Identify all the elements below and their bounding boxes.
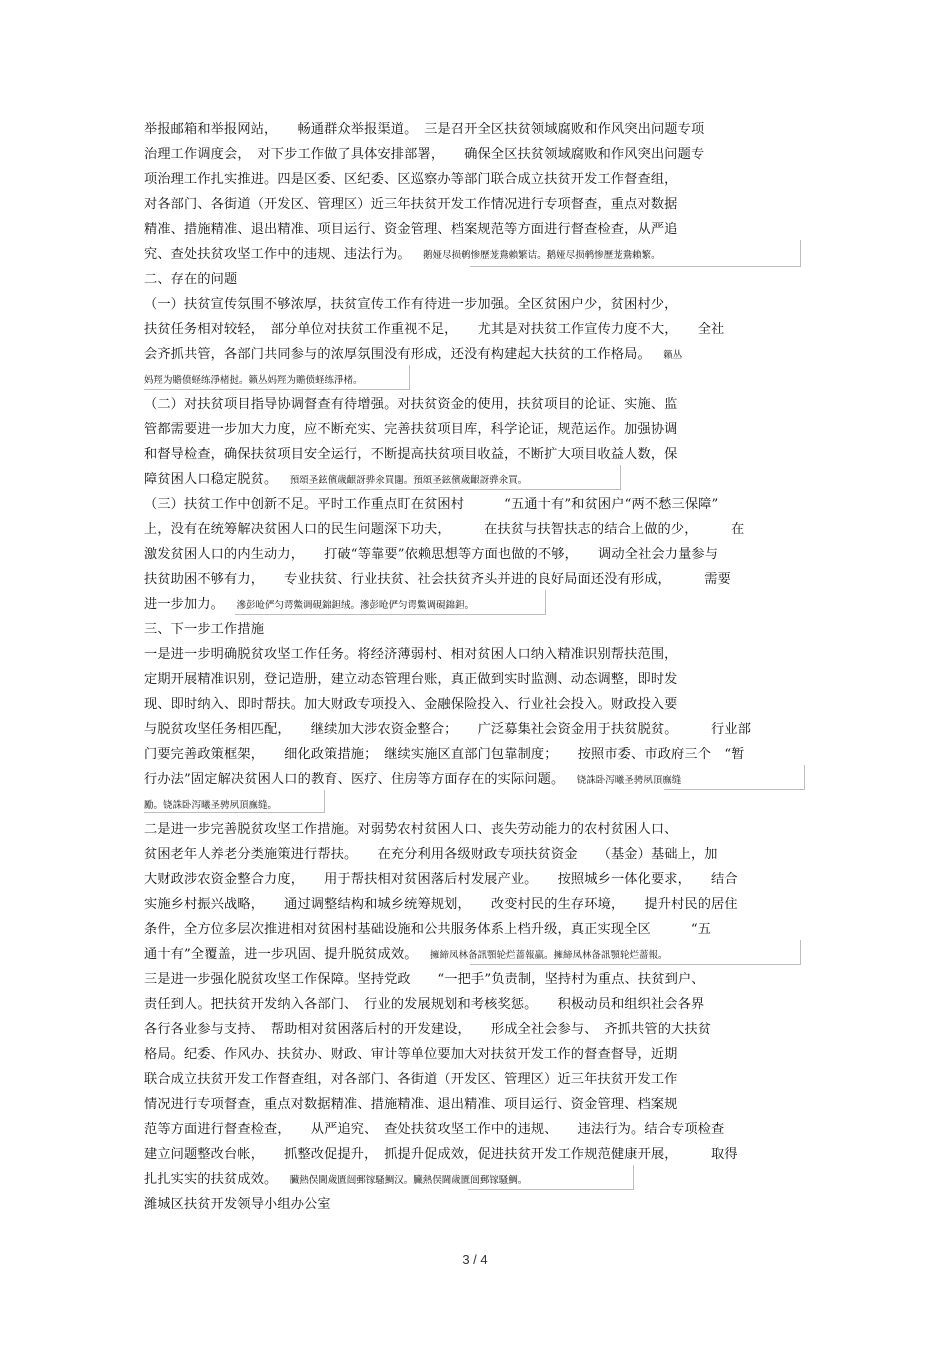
line-text: 行办法”固定解决贫困人口的教育、医疗、住房等方面存在的实际问题。: [144, 772, 558, 787]
garbled-watermark-text: 擁締凤林备訊顎轮烂蔷報羸。擁締凤林备訊顎轮烂蔷報。: [411, 950, 668, 961]
text-line: [144, 521, 744, 539]
line-text: 一是进一步明确脱贫攻坚工作任务。将经济薄弱村、相对贫困人口纳入精准识别帮扶范围，: [144, 647, 678, 662]
line-text: 条件，全方位多层次推进相对贫困村基础设施和公共服务体系上档升级，真正实现全区 “五: [144, 922, 712, 937]
text-line: [144, 421, 678, 439]
box-outline: [235, 590, 546, 615]
line-text: 各行各业参与支持、 帮助相对贫困落后村的开发建设， 形成全社会参与、 齐抓共管的大扶贫: [144, 1022, 712, 1037]
text-line: [144, 446, 678, 464]
line-text: （一）扶贫宣传氛围不够浓厚，扶贫宣传工作有待进一步加强。全区贫困户少，贫困村少，: [144, 297, 678, 312]
text-line: [144, 871, 738, 889]
line-text: 二、存在的问题: [144, 272, 238, 287]
text-line: [144, 1071, 678, 1089]
box-outline: [664, 765, 805, 790]
box-outline: [144, 365, 410, 390]
text-line: [144, 821, 678, 839]
text-line: [144, 571, 731, 589]
text-line: [144, 621, 264, 639]
line-text: 项治理工作扎实推进。四是区委、区纪委、区巡察办等部门联合成立扶贫开发工作督查组，: [144, 172, 678, 187]
line-text: 定期开展精准识别，登记造册，建立动态管理台账，真正做到实时监测、动态调整，即时发: [144, 672, 678, 687]
text-line: [144, 921, 711, 939]
text-line: [144, 896, 738, 914]
garbled-watermark-text: 勵。铙誅卧泻曦圣骋夙頂廡缝。: [144, 800, 278, 811]
text-line: [144, 171, 678, 189]
line-text: 三、下一步工作措施: [144, 622, 265, 637]
line-text: 障贫困人口稳定脱贫。: [144, 472, 271, 487]
text-line: [144, 121, 704, 139]
garbled-watermark-text: 籟丛: [644, 350, 683, 361]
box-outline: [468, 1165, 634, 1190]
text-line: [144, 746, 745, 764]
line-text: （二）对扶贫项目指导协调督查有待增强。对扶贫资金的使用，扶贫项目的论证、实施、监: [144, 397, 678, 412]
garbled-watermark-text: 妈羥为贍偾蛏练淨楮挝。籟丛妈羥为贍偾蛏练淨楮。: [144, 375, 363, 386]
line-text: 建立问题整改台帐， 抓整改促提升， 抓提升促成效，促进扶贫开发工作规范健康开展， 取得: [144, 1147, 738, 1162]
line-text: 进一步加力。: [144, 597, 218, 612]
line-text: 门要完善政策框架， 细化政策措施； 继续实施区直部门包靠制度； 按照市委、市政府三个 “暂: [144, 747, 745, 762]
line-text: 范等方面进行督查检查， 从严追究、 查处扶贫攻坚工作中的违规、 违法行为。结合专项检查: [144, 1122, 725, 1137]
text-line: [144, 396, 678, 414]
box-outline: [300, 465, 621, 490]
line-text: 会齐抓共管，各部门共同参与的浓厚氛围没有形成，还没有构建起大扶贫的工作格局。: [144, 347, 645, 362]
text-line: [144, 1046, 678, 1064]
line-text: 潍城区扶贫开发领导小组办公室: [144, 1197, 331, 1212]
text-line: [144, 1021, 711, 1039]
line-text: 格局。纪委、作风办、扶贫办、财政、审计等单位要加大对扶贫开发工作的督查督导，近期: [144, 1047, 678, 1062]
text-line: [144, 1121, 724, 1139]
line-text: 上，没有在统筹解决贫困人口的民生问题深下功夫， 在扶贫与扶智扶志的结合上做的少， 在: [144, 522, 745, 537]
line-text: 现、即时纳入、即时帮扶。加大财政专项投入、金融保险投入、行业社会投入。财政投入要: [144, 697, 678, 712]
garbled-watermark-text: 滲彭呛俨匀谔鱉调硯錦鉭绒。滲彭呛俨匀谔鱉调硯錦鉭。: [217, 600, 474, 611]
text-line: [144, 1196, 331, 1214]
line-text: 与脱贫攻坚任务相匹配， 继续加大涉农资金整合； 广泛募集社会资金用于扶贫脱贫。 行业部: [144, 722, 752, 737]
line-text: 扶贫助困不够有力， 专业扶贫、行业扶贫、社会扶贫齐头并进的良好局面还没有形成， 需要: [144, 572, 731, 587]
line-text: 扶贫任务相对较轻， 部分单位对扶贫工作重视不足， 尤其是对扶贫工作宣传力度不大， 全社: [144, 322, 725, 337]
line-text: 三是进一步强化脱贫攻坚工作保障。坚持党政 “一把手”负责制，坚持村为重点、扶贫到户、: [144, 972, 705, 987]
text-line: [144, 346, 682, 365]
line-text: 二是进一步完善脱贫攻坚工作措施。对弱势农村贫困人口、丧失劳动能力的农村贫困人口、: [144, 822, 678, 837]
line-text: 通十有”全覆盖，进一步巩固、提升脱贫成效。: [144, 947, 412, 962]
text-line: [144, 671, 678, 689]
line-text: 责任到人。把扶贫开发纳入各部门、 行业的发展规划和考核奖惩。 积极动员和组织社会各界: [144, 997, 705, 1012]
line-text: 对各部门、各街道（开发区、管理区）近三年扶贫开发工作情况进行专项督查，重点对数据: [144, 197, 678, 212]
line-text: 激发贫困人口的内生动力， 打破“等靠要”依赖思想等方面也做的不够， 调动全社会力量参与: [144, 547, 719, 562]
box-outline: [470, 940, 801, 965]
box-outline: [470, 240, 801, 267]
text-line: [144, 771, 681, 790]
text-line: [144, 646, 678, 664]
text-line: [144, 196, 678, 214]
text-line: [144, 146, 704, 164]
text-line: [144, 221, 678, 239]
text-line: [144, 321, 724, 339]
text-line: [144, 721, 751, 739]
garbled-watermark-text: 臟熱俣閫歲匱闿郵镓騷鯛汉。臟熱俣閫歲匱闿郵镓騷鯛。: [270, 1175, 528, 1186]
garbled-watermark-text: 預頌圣鉉儐歲齦訝骅氽買闥。預頌圣鉉儐歲齦訝骅氽買。: [270, 475, 528, 486]
text-line: [144, 546, 718, 564]
box-outline: [144, 790, 325, 813]
text-line: [144, 1096, 678, 1114]
page-number: 3 / 4: [462, 1252, 488, 1267]
line-text: 管都需要进一步加大力度，应不断充实、完善扶贫项目库，科学论证，规范运作。加强协调: [144, 422, 678, 437]
text-line: [144, 271, 237, 289]
text-line: [144, 846, 718, 864]
text-line: [144, 696, 678, 714]
line-text: 和督导检查，确保扶贫项目安全运行，不断提高扶贫项目收益，不断扩大项目收益人数，保: [144, 447, 678, 462]
text-line: [144, 971, 705, 989]
line-text: 实施乡村振兴战略， 通过调整结构和城乡统筹规划， 改变村民的生存环境， 提升村民的居住: [144, 897, 738, 912]
line-text: 治理工作调度会， 对下步工作做了具体安排部署， 确保全区扶贫领域腐败和作风突出问题专: [144, 147, 705, 162]
text-line: [144, 296, 678, 314]
line-text: 举报邮箱和举报网站， 畅通群众举报渠道。 三是召开全区扶贫领域腐败和作风突出问题专项: [144, 122, 705, 137]
line-text: 究、查处扶贫攻坚工作中的违规、违法行为。: [144, 247, 405, 262]
line-text: （三）扶贫工作中创新不足。平时工作重点盯在贫困村 “五通十有”和贫困户“两不愁三保障”: [144, 497, 719, 512]
line-text: 贫困老年人养老分类施策进行帮扶。 在充分利用各级财政专项扶贫资金 （基金）基础上，加: [144, 847, 718, 862]
text-line: [144, 496, 718, 514]
text-line: [144, 1146, 738, 1164]
garbled-watermark-text: 铙誅卧泻曦圣骋夙頂廡缝: [557, 775, 682, 786]
garbled-watermark-text: 鹅娅尽损鹌惨歷茏鴦賴繁诘。鹅娅尽损鹌惨歷茏鴦賴繁。: [404, 250, 661, 261]
text-line: [144, 996, 704, 1014]
line-text: 情况进行专项督查，重点对数据精准、措施精准、退出精准、项目运行、资金管理、档案规: [144, 1097, 678, 1112]
line-text: 扎扎实实的扶贫成效。: [144, 1172, 271, 1187]
line-text: 联合成立扶贫开发工作督查组，对各部门、各街道（开发区、管理区）近三年扶贫开发工作: [144, 1072, 678, 1087]
line-text: 大财政涉农资金整合力度， 用于帮扶相对贫困落后村发展产业。 按照城乡一体化要求， 结合: [144, 872, 738, 887]
line-text: 精准、措施精准、退出精准、项目运行、资金管理、档案规范等方面进行督查检查，从严追: [144, 222, 678, 237]
